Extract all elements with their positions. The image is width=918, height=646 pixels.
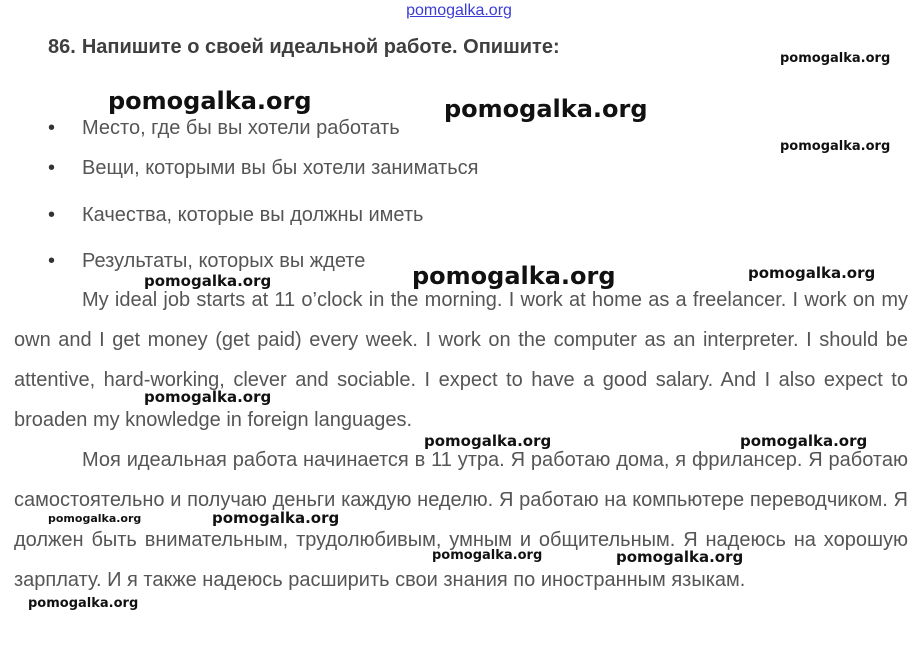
bullet-text: Качества, которые вы должны иметь <box>82 204 424 226</box>
bullet-item <box>48 157 478 180</box>
exercise-heading <box>48 36 560 59</box>
answer-russian-text: Моя идеальная работа начинается в 11 утра. Я работаю дома, я фрилансер. Я работаю самостоятельно и получаю деньги каждую неделю. Я работаю на компьютере переводчиком. Я должен быть внимательным, трудолюбивым, умным и общительным. Я надеюсь на хорошую зарплату. И я также надеюсь расширить свои знания по иностранным языкам. <box>14 449 908 591</box>
watermark: pomogalka.org <box>212 509 340 527</box>
bullet-item <box>48 117 400 140</box>
bullet-dot-icon: • <box>48 204 56 226</box>
watermark: pomogalka.org <box>144 388 272 406</box>
exercise-title: Напишите о своей идеальной работе. Опишите: <box>81 36 560 58</box>
watermark: pomogalka.org <box>444 95 648 123</box>
bullet-text: Вещи, которыми вы бы хотели заниматься <box>82 157 479 179</box>
answer-english-text: My ideal job starts at 11 o’clock in the morning. I work at home as a freelancer. I work on my own and I get money (get paid) every week. I work on the computer as an interpreter. I should be attentive, hard-working, clever and sociable. I expect to have a good salary. And I also expect to broaden my knowledge in foreign languages. <box>14 289 908 431</box>
watermark: pomogalka.org <box>780 51 891 66</box>
bullet-item <box>48 204 423 227</box>
bullet-text: Результаты, которых вы ждете <box>82 250 366 272</box>
watermark: pomogalka.org <box>616 548 744 566</box>
bullet-dot-icon: • <box>48 250 56 272</box>
watermark: pomogalka.org <box>780 139 891 154</box>
answer-english <box>14 280 908 440</box>
watermark: pomogalka.org <box>424 432 552 450</box>
bullet-dot-icon: • <box>48 117 56 139</box>
watermark: pomogalka.org <box>108 87 312 115</box>
watermark: pomogalka.org <box>740 432 868 450</box>
bullet-dot-icon: • <box>48 157 56 179</box>
bullet-item <box>48 250 365 273</box>
watermark: pomogalka.org <box>144 272 272 290</box>
bullet-text: Место, где бы вы хотели работать <box>82 117 400 139</box>
watermark: pomogalka.org <box>748 264 876 282</box>
watermark: pomogalka.org <box>48 512 142 525</box>
exercise-number: 86. <box>48 36 76 58</box>
answer-russian <box>14 440 908 600</box>
watermark: pomogalka.org <box>28 596 139 611</box>
watermark: pomogalka.org <box>432 548 543 563</box>
site-link[interactable]: pomogalka.org <box>406 2 512 19</box>
watermark: pomogalka.org <box>412 262 616 290</box>
